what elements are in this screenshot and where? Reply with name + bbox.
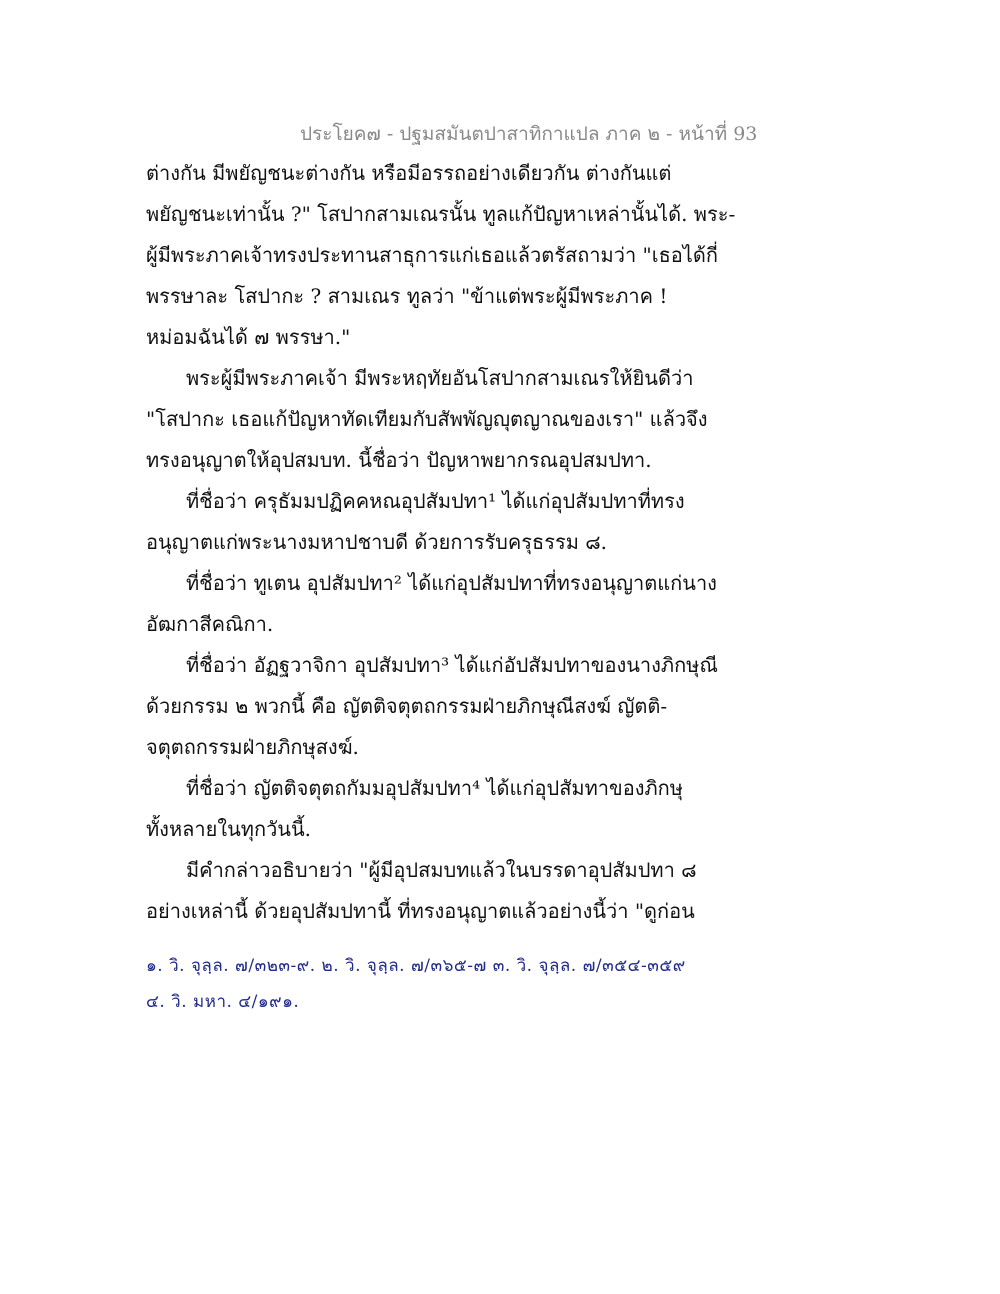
text-line: ผู้มีพระภาคเจ้าทรงประทานสาธุการแก่เธอแล้วตรัสถามว่า "เธอได้กี่ [146,243,718,267]
text-line: ต่างกัน มีพยัญชนะต่างกัน หรือมีอรรถอย่างเดียวกัน ต่างกันแต่ [146,161,672,185]
text-line: พยัญชนะเท่านั้น ?" โสปากสามเณรนั้น ทูลแก้ปัญหาเหล่านั้นได้. พระ- [146,202,736,226]
body-text [146,153,736,932]
text-line: อย่างเหล่านี้ ด้วยอุปสัมปทานี้ ที่ทรงอนุญาตแล้วอย่างนี้ว่า "ดูก่อน [146,899,695,923]
paragraph-start-line: ที่ชื่อว่า ครุธัมมปฏิคคหณอุปสัมปทา¹ ได้แก่อุปสัมปทาที่ทรง [186,489,685,513]
text-line: ทั้งหลายในทุกวันนี้. [146,817,311,841]
text-line: จตุตถกรรมฝ่ายภิกษุสงฆ์. [146,735,359,759]
footnote-line: ๔. วิ. มหา. ๔/๑๙๑. [146,992,300,1012]
text-line: พรรษาละ โสปากะ ? สามเณร ทูลว่า "ข้าแต่พระผู้มีพระภาค ! [146,284,668,308]
text-line: หม่อมฉันได้ ๗ พรรษา." [146,325,351,349]
paragraph-start-line: ที่ชื่อว่า ทูเตน อุปสัมปทา² ได้แก่อุปสัมปทาที่ทรงอนุญาตแก่นาง [186,571,717,595]
text-line: ด้วยกรรม ๒ พวกนี้ คือ ญัตติจตุตถกรรมฝ่ายภิกษุณีสงฆ์ ญัตติ- [146,694,668,718]
paragraph-start-line: ที่ชื่อว่า อัฏฐวาจิกา อุปสัมปทา³ ได้แก่อัปสัมปทาของนางภิกษุณี [186,653,718,677]
text-line: อนุญาตแก่พระนางมหาปชาบดี ด้วยการรับครุธรรม ๘. [146,530,608,554]
paragraph-start-line: พระผู้มีพระภาคเจ้า มีพระหฤทัยอันโสปากสามเณรให้ยินดีว่า [186,366,694,390]
text-line: ทรงอนุญาตให้อุปสมบท. นี้ชื่อว่า ปัญหาพยากรณอุปสมปทา. [146,448,652,472]
paragraph-start-line: ที่ชื่อว่า ญัตติจตุตถกัมมอุปสัมปทา⁴ ได้แก่อุปสัมทาของภิกษุ [186,776,683,800]
text-line: "โสปากะ เธอแก้ปัญหาทัดเทียมกับสัพพัญญุตญาณของเรา" แล้วจึง [146,407,708,431]
footnotes [146,948,746,1020]
paragraph-start-line: มีคำกล่าวอธิบายว่า "ผู้มีอุปสมบทแล้วในบรรดาอุปสัมปทา ๘ [186,858,697,882]
text-line: อัฒกาสีคณิกา. [146,612,274,636]
running-header: ประโยค๗ - ปฐมสมันตปาสาทิกาแปล ภาค ๒ - หน้าที่ 93 [300,123,758,145]
footnote-line: ๑. วิ. จุลฺล. ๗/๓๒๓-๙. ๒. วิ. จุลฺล. ๗/๓๖๕-๗ ๓. วิ. จุลฺล. ๗/๓๕๔-๓๕๙ [146,956,686,976]
